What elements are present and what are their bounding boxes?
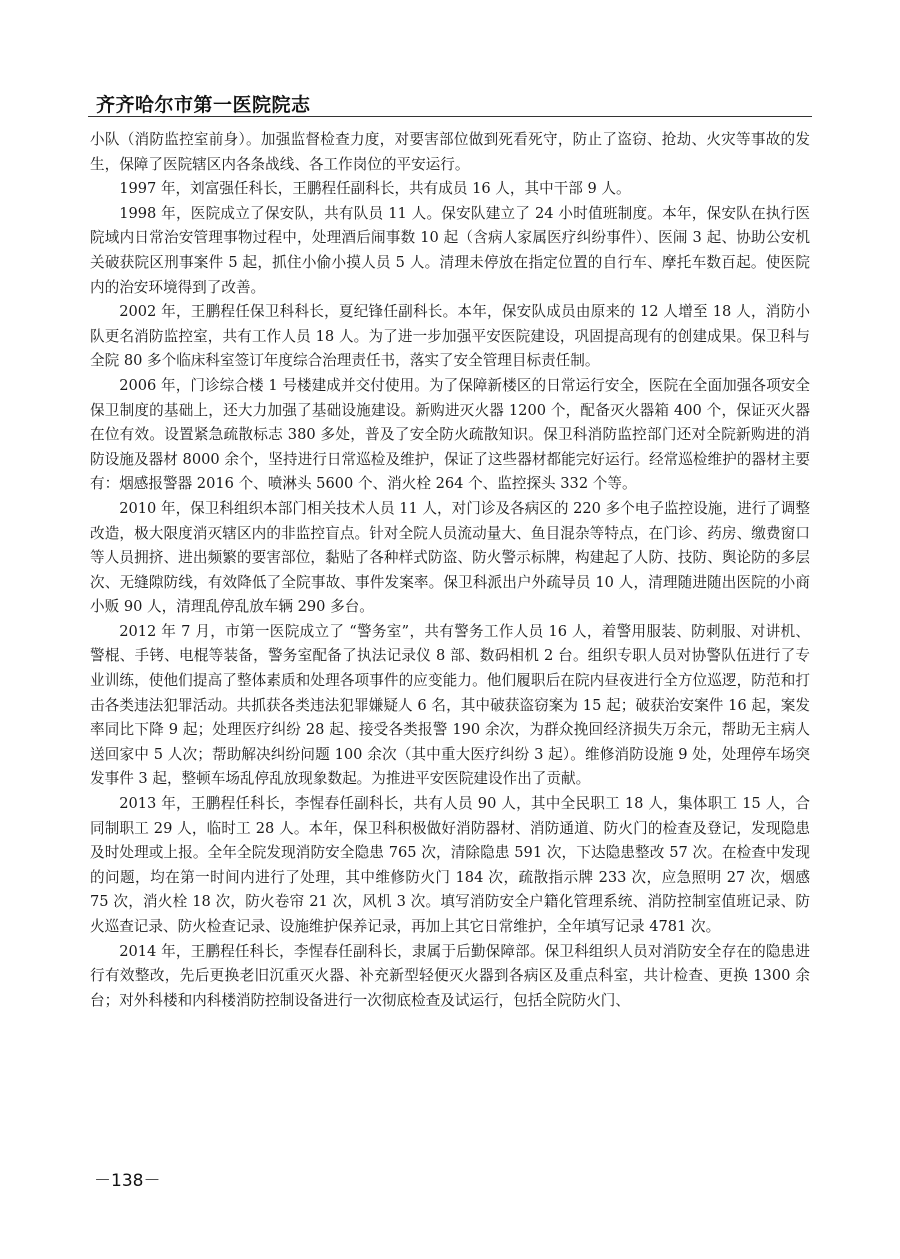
header-title: 齐齐哈尔市第一医院院志 — [96, 94, 311, 116]
header-rule — [88, 116, 812, 117]
page-number: －138－ — [94, 1171, 161, 1191]
running-header — [88, 88, 812, 118]
body-text — [90, 128, 810, 1013]
paragraph: 2002 年，王鹏程任保卫科科长，夏纪锋任副科长。本年，保安队成员由原来的 12 人增至 18 人，消防小队更名消防监控室，共有工作人员 18 人。为了进一步加强平安医院建设，巩固提高现有的创建成果。保卫科与全院 80 多个临床科室签订年度综合治理责任书，落实了安全管理目标责任制。 — [90, 303, 810, 370]
paragraph: 2010 年，保卫科组织本部门相关技术人员 11 人，对门诊及各病区的 220 多个电子监控设施，进行了调整改造，极大限度消灭辖区内的非监控盲点。针对全院人员流动量大、鱼目混杂等特点，在门诊、药房、缴费窗口等人员拥挤、进出频繁的要害部位，黏贴了各种样式防盗、防火警示标牌，构建起了人防、技防、舆论防的多层次、无缝隙防线，有效降低了全院事故、事件发案率。保卫科派出户外疏导员 10 人，清理随进随出医院的小商小贩 90 人，清理乱停乱放车辆 290 多台。 — [90, 499, 810, 616]
paragraph: 2006 年，门诊综合楼 1 号楼建成并交付使用。为了保障新楼区的日常运行安全，医院在全面加强各项安全保卫制度的基础上，还大力加强了基础设施建设。新购进灭火器 1200 个，配备灭火器箱 400 个，保证灭火器在位有效。设置紧急疏散标志 380 多处，普及了安全防火疏散知识。保卫科消防监控部门还对全院新购进的消防设施及器材 8000 余个，坚持进行日常巡检及维护，保证了这些器材都能完好运行。经常巡检维护的器材主要有：烟感报警器 2016 个、喷淋头 5600 个、消火栓 264 个、监控探头 332 个等。 — [90, 376, 810, 493]
paragraph: 1998 年，医院成立了保安队，共有队员 11 人。保安队建立了 24 小时值班制度。本年，保安队在执行医院域内日常治安管理事物过程中，处理酒后闹事数 10 起（含病人家属医疗纠纷事件）、医闹 3 起、协助公安机关破获院区刑事案件 5 起，抓住小偷小摸人员 5 人。清理未停放在指定位置的自行车、摩托车数百起。使医院内的治安环境得到了改善。 — [90, 204, 810, 296]
paragraph: 1997 年，刘富强任科长，王鹏程任副科长，共有成员 16 人，其中干部 9 人。 — [119, 180, 631, 198]
paragraph: 2013 年，王鹏程任科长，李惺春任副科长，共有人员 90 人，其中全民职工 18 人，集体职工 15 人，合同制职工 29 人，临时工 28 人。本年，保卫科积极做好消防器材、消防通道、防火门的检查及登记，发现隐患及时处理或上报。全年全院发现消防安全隐患 765 次，清除隐患 591 次，下达隐患整改 57 次。在检查中发现的问题，均在第一时间内进行了处理，其中维修防火门 184 次，疏散指示牌 233 次，应急照明 27 次，烟感 75 次，消火栓 18 次，防火卷帘 21 次，风机 3 次。填写消防安全户籍化管理系统、消防控制室值班记录、防火巡查记录、防火检查记录、设施维护保养记录，再加上其它日常维护，全年填写记录 4781 次。 — [90, 795, 810, 935]
paragraph: 2012 年 7 月，市第一医院成立了 “警务室”，共有警务工作人员 16 人，着警用服装、防刺服、对讲机、警棍、手铐、电棍等装备，警务室配备了执法记录仪 8 部、数码相机 2 台。组织专职人员对协警队伍进行了专业训练，使他们提高了整体素质和处理各项事件的应变能力。他们履职后在院内昼夜进行全方位巡逻，防范和打击各类违法犯罪活动。共抓获各类违法犯罪嫌疑人 6 名，其中破获盗窃案为 15 起；破获治安案件 16 起，案发率同比下降 9 起；处理医疗纠纷 28 起、接受各类报警 190 余次，为群众挽回经济损失万余元，帮助无主病人送回家中 5 人次；帮助解决纠纷问题 100 余次（其中重大医疗纠纷 3 起）。维修消防设施 9 处，处理停车场突发事件 3 起，整顿车场乱停乱放现象数起。为推进平安医院建设作出了贡献。 — [90, 622, 810, 788]
paragraph: 2014 年，王鹏程任科长，李惺春任副科长，隶属于后勤保障部。保卫科组织人员对消防安全存在的隐患进行有效整改，先后更换老旧沉重灭火器、补充新型轻便灭火器到各病区及重点科室，共计检查、更换 1300 余台；对外科楼和内科楼消防控制设备进行一次彻底检查及试运行，包括全院防火门、 — [90, 942, 810, 1009]
paragraph: 小队（消防监控室前身）。加强监督检查力度，对要害部位做到死看死守，防止了盗窃、抢劫、火灾等事故的发生，保障了医院辖区内各条战线、各工作岗位的平安运行。 — [90, 131, 810, 173]
